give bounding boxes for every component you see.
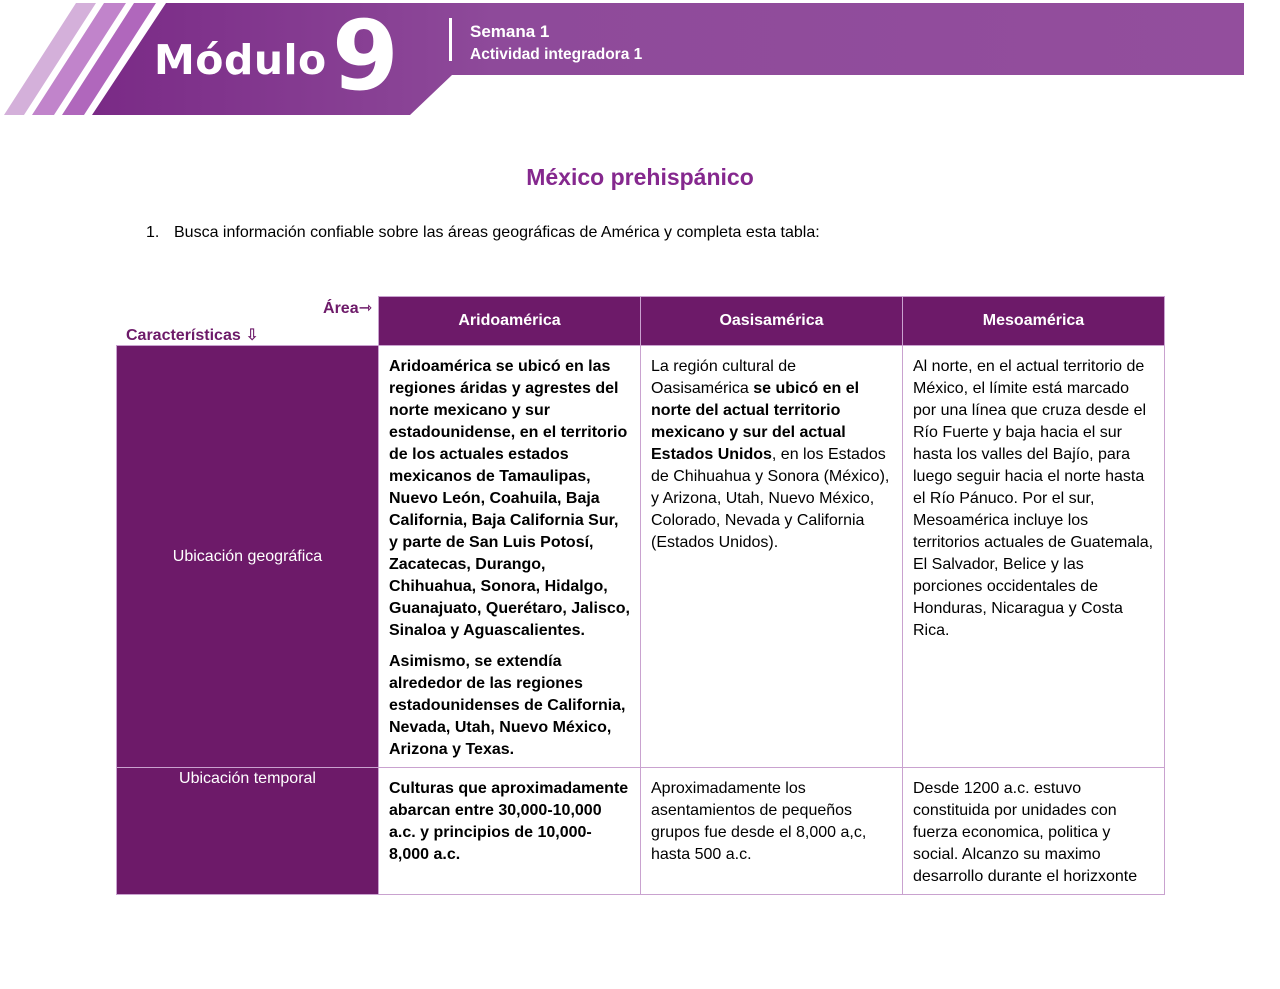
cell-meso-temporal: Desde 1200 a.c. estuvo constituida por unidades con fuerza economica, politica y social. Alcanzo su maximo desarrollo durante el horizxonte [903,768,1165,895]
instruction-number: 1. [146,224,160,241]
instruction-item [146,224,820,242]
row-header-ubicacion-geografica: Ubicación geográfica [117,346,379,768]
module-number: 9 [332,0,399,112]
corner-characteristics-text: Características [126,327,241,344]
cell-arido-geografica [379,346,641,768]
cell-meso-geografica: Al norte, en el actual territorio de México, el límite está marcado por una línea que cruza desde el Río Fuerte y baja hacia el sur hasta los valles del Bajío, para luego seguir hacia el norte hasta el Río Pánuco. Por el sur, Mesoamérica incluye los territorios actuales de Guatemala, El Salvador, Belice y las porciones occidentales de Honduras, Nicaragua y Costa Rica. [903,346,1165,768]
cell-text: , en los Estados de Chihuahua y Sonora (México), y Arizona, Utah, Nuevo México, Colorado, Nevada y California (Estados Unidos). [651,446,890,551]
col-header-mesoamerica: Mesoamérica [903,297,1165,346]
row-header-ubicacion-temporal: Ubicación temporal [117,768,379,895]
arrow-down-icon: ⇩ [245,327,259,344]
cell-arido-temporal: Culturas que aproximadamente abarcan entre 30,000-10,000 a.c. y principios de 10,000-8,000 a.c. [379,768,641,895]
cell-text: La región cultural de Oasisamérica [651,358,796,397]
col-header-aridoamerica: Aridoamérica [379,297,641,346]
corner-area-label [118,298,372,318]
areas-table [116,296,1165,895]
arrow-right-icon: ⇾ [358,300,372,317]
module-word: Módulo [154,36,327,84]
week-label: Semana 1 [470,22,550,41]
instruction-text: Busca información confiable sobre las áreas geográficas de América y completa esta tabla: [174,224,820,241]
cell-oasis-geografica [641,346,903,768]
cell-paragraph: Asimismo, se extendía alrededor de las regiones estadounidenses de California, Nevada, Utah, Nuevo México, Arizona y Texas. [389,653,626,758]
cell-paragraph: Aridoamérica se ubicó en las regiones áridas y agrestes del norte mexicano y sur estadounidense, en el territorio de los actuales estados mexicanos de Tamaulipas, Nuevo León, Coahuila, Baja California, Baja California Sur, y parte de San Luis Potosí, Zacatecas, Durango, Chihuahua, Sonora, Hidalgo, Guanajuato, Querétaro, Jalisco, Sinaloa y Aguascalientes. [389,358,630,639]
corner-characteristics-label [126,325,259,345]
cell-text-bold: se ubicó en el norte del actual territorio mexicano y sur del actual Estados Unidos [651,380,860,463]
table-row [117,346,1165,768]
table-row [117,768,1165,895]
activity-label: Actividad integradora 1 [470,46,643,63]
page-title: México prehispánico [526,164,754,190]
corner-area-text: Área [323,300,359,317]
cell-oasis-temporal: Aproximadamente los asentamientos de pequeños grupos fue desde el 8,000 a,c, hasta 500 a.c. [641,768,903,895]
col-header-oasisamerica: Oasisamérica [641,297,903,346]
header-separator [449,18,452,61]
module-banner [0,0,1280,120]
